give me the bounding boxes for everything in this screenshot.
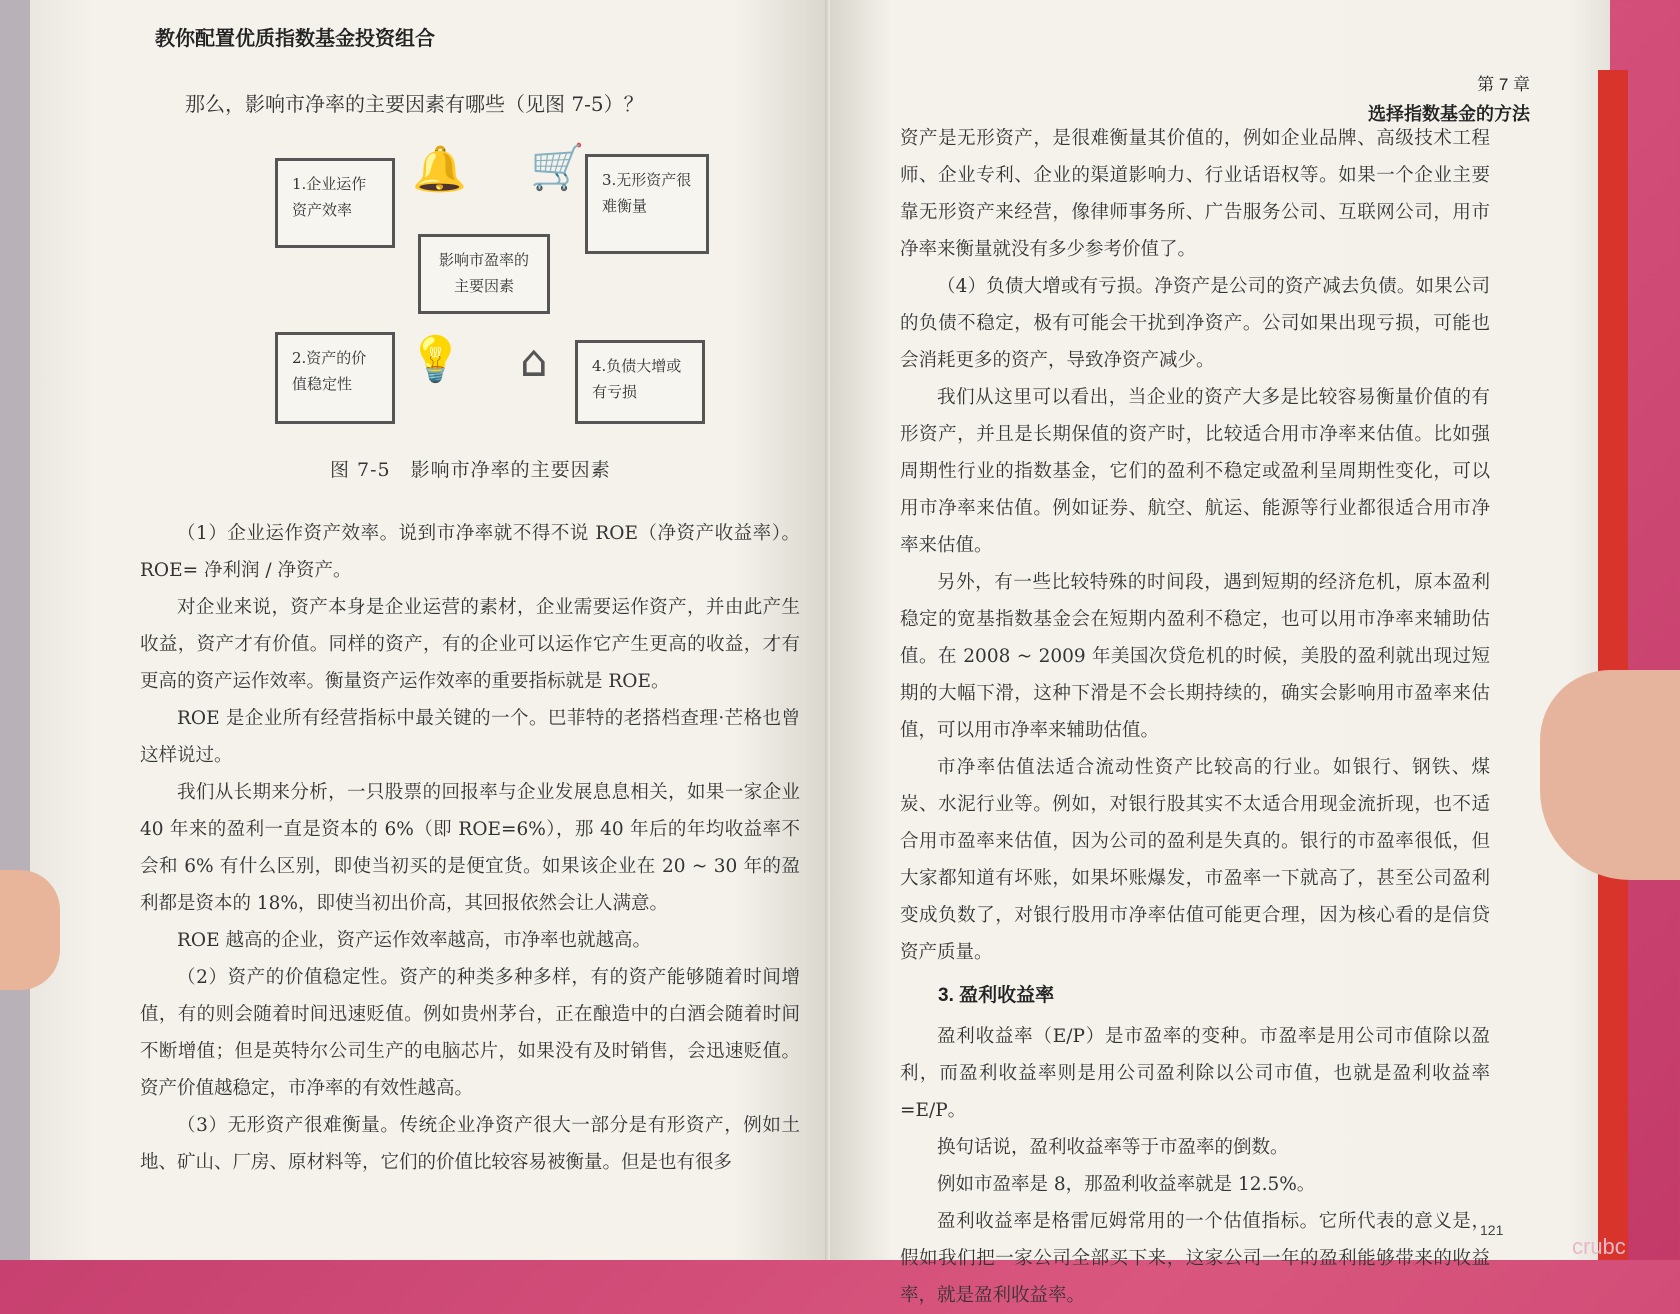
watermark: crubc: [1572, 1234, 1626, 1259]
figure-caption: 图 7-5 影响市净率的主要因素: [330, 459, 611, 481]
paragraph: 换句话说，盈利收益率等于市盈率的倒数。: [937, 1137, 1289, 1158]
paragraph: （1）企业运作资产效率。说到市净率就不得不说 ROE（净资产收益率）。ROE= 净利润 / 净资产。: [140, 523, 800, 581]
factor-box-3: 3.无形资产很难衡量: [585, 154, 709, 254]
left-body-text: [140, 515, 800, 1181]
intro-question: 那么，影响市净率的主要因素有哪些（见图 7-5）？: [185, 92, 644, 116]
left-thumb: [0, 870, 60, 990]
chapter-number: 第 7 章: [1477, 75, 1530, 94]
section-heading: 3. 盈利收益率: [938, 985, 1055, 1006]
red-page-edge: [1598, 70, 1628, 1260]
factor-box-1: 1.企业运作资产效率: [275, 158, 395, 248]
bell-icon: 🔔: [412, 144, 467, 195]
paragraph: 市净率估值法适合流动性资产比较高的行业。如银行、钢铁、煤炭、水泥行业等。例如，对银行股其实不太适合用现金流折现，也不适合用市盈率来估值，因为公司的盈利是失真的。银行的市盈率很低，但大家都知道有坏账，如果坏账爆发，市盈率一下就高了，甚至公司盈利变成负数了，对银行股用市净率估值可能更合理，因为核心看的是信贷资产质量。: [900, 757, 1490, 963]
page-number: 121: [1480, 1222, 1504, 1238]
paragraph: （3）无形资产很难衡量。传统企业净资产很大一部分是有形资产，例如土地、矿山、厂房、原材料等，它们的价值比较容易被衡量。但是也有很多: [140, 1115, 800, 1173]
paragraph: 例如市盈率是 8，那盈利收益率就是 12.5%。: [937, 1174, 1316, 1195]
figure-7-5-diagram: [240, 140, 760, 440]
right-thumb: [1540, 670, 1680, 880]
factor-box-4: 4.负债大增或有亏损: [575, 340, 705, 424]
paragraph: ROE 越高的企业，资产运作效率越高，市净率也就越高。: [177, 930, 651, 951]
paragraph: 盈利收益率是格雷厄姆常用的一个估值指标。它所代表的意义是，假如我们把一家公司全部买下来，这家公司一年的盈利能够带来的收益率，就是盈利收益率。: [900, 1211, 1490, 1306]
paragraph: 我们从长期来分析，一只股票的回报率与企业发展息息相关，如果一家企业 40 年来的盈利一直是资本的 6%（即 ROE=6%），那 40 年后的年均收益率不会和 6% 有什么区别，即使当初买的是便宜货。如果该企业在 20 ~ 30 年的盈利都是资本的 18%，即使当初出价高，其回报依然会让人满意。: [140, 782, 800, 914]
factor-box-2: 2.资产的价值稳定性: [275, 332, 395, 424]
right-body-text: [900, 120, 1490, 1314]
paragraph: （4）负债大增或有亏损。净资产是公司的资产减去负债。如果公司的负债不稳定，极有可能会干扰到净资产。公司如果出现亏损，可能也会消耗更多的资产，导致净资产减少。: [900, 276, 1490, 371]
center-box: 影响市盈率的主要因素: [418, 234, 550, 314]
paragraph: ROE 是企业所有经营指标中最关键的一个。巴菲特的老搭档查理·芒格也曾这样说过。: [140, 708, 800, 766]
chapter-title: 选择指数基金的方法: [1368, 104, 1530, 124]
paragraph: 另外，有一些比较特殊的时间段，遇到短期的经济危机，原本盈利稳定的宽基指数基金会在短期内盈利不稳定，也可以用市净率来辅助估值。在 2008 ~ 2009 年美国次贷危机的时候，美股的盈利就出现过短期的大幅下滑，这种下滑是不会长期持续的，确实会影响用市盈率来估值，可以用市净率来辅助估值。: [900, 572, 1490, 741]
paragraph: 我们从这里可以看出，当企业的资产大多是比较容易衡量价值的有形资产，并且是长期保值的资产时，比较适合用市净率来估值。比如强周期性行业的指数基金，它们的盈利不稳定或盈利呈周期性变化，可以用市净率来估值。例如证券、航空、航运、能源等行业都很适合用市净率来估值。: [900, 387, 1490, 556]
house-icon: ⌂: [520, 336, 548, 387]
running-head: 教你配置优质指数基金投资组合: [155, 28, 435, 50]
lightbulb-icon: 💡: [408, 334, 463, 385]
paragraph: 对企业来说，资产本身是企业运营的素材，企业需要运作资产，并由此产生收益，资产才有价值。同样的资产，有的企业可以运作它产生更高的收益，才有更高的资产运作效率。衡量资产运作效率的重要指标就是 ROE。: [140, 597, 800, 692]
cart-icon: 🛒: [530, 142, 585, 193]
paragraph-continuation: 资产是无形资产，是很难衡量其价值的，例如企业品牌、高级技术工程师、企业专利、企业的渠道影响力、行业话语权等。如果一个企业主要靠无形资产来经营，像律师事务所、广告服务公司、互联网公司，用市净率来衡量就没有多少参考价值了。: [900, 128, 1490, 260]
paragraph: （2）资产的价值稳定性。资产的种类多种多样，有的资产能够随着时间增值，有的则会随着时间迅速贬值。例如贵州茅台，正在酿造中的白酒会随着时间不断增值；但是英特尔公司生产的电脑芯片，如果没有及时销售，会迅速贬值。资产价值越稳定，市净率的有效性越高。: [140, 967, 800, 1099]
paragraph: 盈利收益率（E/P）是市盈率的变种。市盈率是用公司市值除以盈利，而盈利收益率则是用公司盈利除以公司市值，也就是盈利收益率 =E/P。: [900, 1026, 1490, 1121]
